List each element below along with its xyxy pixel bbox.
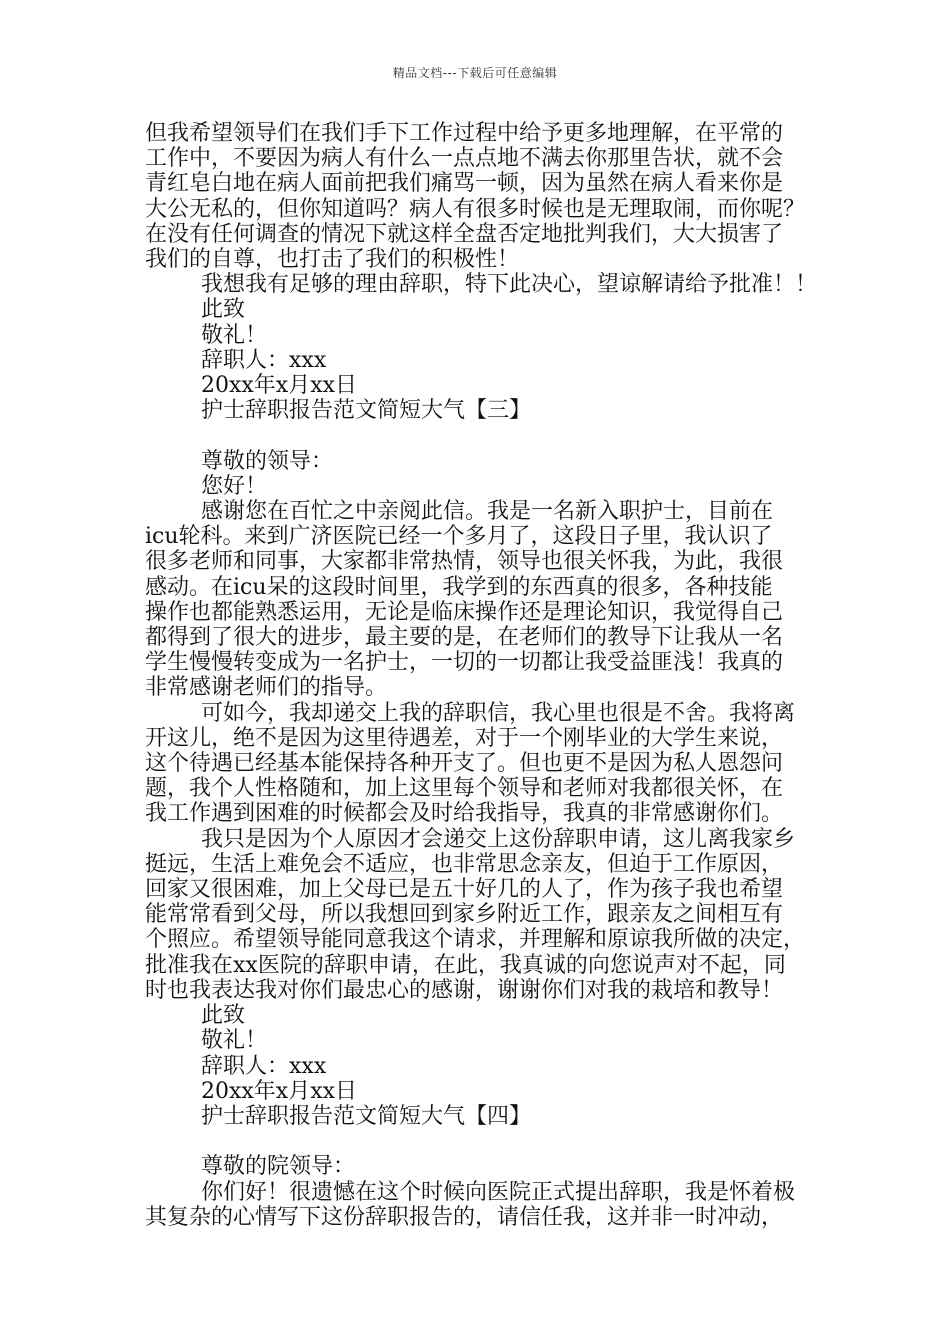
page-header: 精品文档---下载后可任意编辑 (392, 66, 558, 80)
text-line: 时也我表达我对你们最忠心的感谢，谢谢你们对我的栽培和教导！ (145, 977, 784, 1003)
text-line: 辞职人：xxx (201, 1053, 327, 1079)
text-line: 可如今，我却递交上我的辞职信，我心里也很是不舍。我将离 (201, 700, 796, 726)
text-line: 我想我有足够的理由辞职，特下此决心，望谅解请给予批准！！ (201, 272, 818, 298)
text-line: 操作也都能熟悉运用，无论是临床操作还是理论知识，我觉得自己 (145, 599, 784, 625)
text-line: 其复杂的心情写下这份辞职报告的，请信任我，这并非一时冲动， (145, 1204, 784, 1230)
text-line: 题，我个人性格随和，加上这里每个领导和老师对我都很关怀，在 (145, 776, 784, 802)
text-line: 很多老师和同事，大家都非常热情，领导也很关怀我，为此，我很 (145, 549, 784, 575)
text-line: 个照应。希望领导能同意我这个请求，并理解和原谅我所做的决定， (145, 927, 806, 953)
text-line: 感谢您在百忙之中亲阅此信。我是一名新入职护士，目前在 (201, 499, 774, 525)
text-line: 我工作遇到困难的时候都会及时给我指导，我真的非常感谢你们。 (145, 801, 784, 827)
text-line: 敬礼！ (201, 322, 268, 348)
text-line: 20xx年x月xx日 (201, 1078, 358, 1104)
text-line: 此致 (201, 1003, 246, 1029)
text-line: 在没有任何调查的情况下就这样全盘否定地批判我们，大大损害了 (145, 221, 784, 247)
blank-line (145, 1129, 827, 1154)
text-line: 辞职人：xxx (201, 347, 327, 373)
text-line: 非常感谢老师们的指导。 (145, 675, 388, 701)
document-body (145, 121, 827, 1230)
text-line: 这个待遇已经基本能保持各种开支了。但也更不是因为私人恩怨问 (145, 751, 784, 777)
text-line: 但我希望领导们在我们手下工作过程中给予更多地理解，在平常的 (145, 121, 784, 146)
text-line: icu轮科。来到广济医院已经一个多月了，这段日子里，我认识了 (145, 524, 773, 550)
blank-line (145, 423, 827, 448)
text-line: 大公无私的，但你知道吗？病人有很多时候也是无理取闹，而你呢？ (145, 196, 806, 222)
text-line: 此致 (201, 297, 246, 323)
text-line: 能常常看到父母，所以我想回到家乡附近工作，跟亲友之间相互有 (145, 902, 784, 928)
text-line: 20xx年x月xx日 (201, 373, 358, 399)
text-line: 敬礼！ (201, 1028, 268, 1054)
text-line: 护士辞职报告范文简短大气【四】 (201, 1103, 532, 1129)
text-line: 你们好！很遗憾在这个时候向医院正式提出辞职，我是怀着极 (201, 1179, 796, 1205)
text-line: 都得到了很大的进步，最主要的是，在老师们的教导下让我从一名 (145, 625, 784, 651)
text-line: 学生慢慢转变成为一名护士，一切的一切都让我受益匪浅！我真的 (145, 650, 784, 676)
text-line: 尊敬的院领导： (201, 1154, 356, 1180)
text-line: 挺远，生活上难免会不适应，也非常思念亲友，但迫于工作原因， (145, 851, 784, 877)
text-line: 护士辞职报告范文简短大气【三】 (201, 398, 532, 424)
text-line: 您好！ (201, 473, 268, 499)
text-line: 尊敬的领导： (201, 448, 334, 474)
text-line: 开这儿，绝不是因为这里待遇差，对于一个刚毕业的大学生来说， (145, 725, 784, 751)
text-line: 感动。在icu呆的这段时间里，我学到的东西真的很多，各种技能 (145, 574, 773, 600)
text-line: 批准我在xx医院的辞职申请，在此，我真诚的向您说声对不起，同 (145, 952, 786, 978)
text-line: 我们的自尊，也打击了我们的积极性！ (145, 247, 520, 273)
text-line: 回家又很困难，加上父母已是五十好几的人了，作为孩子我也希望 (145, 877, 784, 903)
text-line: 我只是因为个人原因才会递交上这份辞职申请，这儿离我家乡 (201, 826, 796, 852)
text-line: 青红皂白地在病人面前把我们痛骂一顿，因为虽然在病人看来你是 (145, 171, 784, 197)
text-line: 工作中，不要因为病人有什么一点点地不满去你那里告状，就不会 (145, 146, 784, 172)
